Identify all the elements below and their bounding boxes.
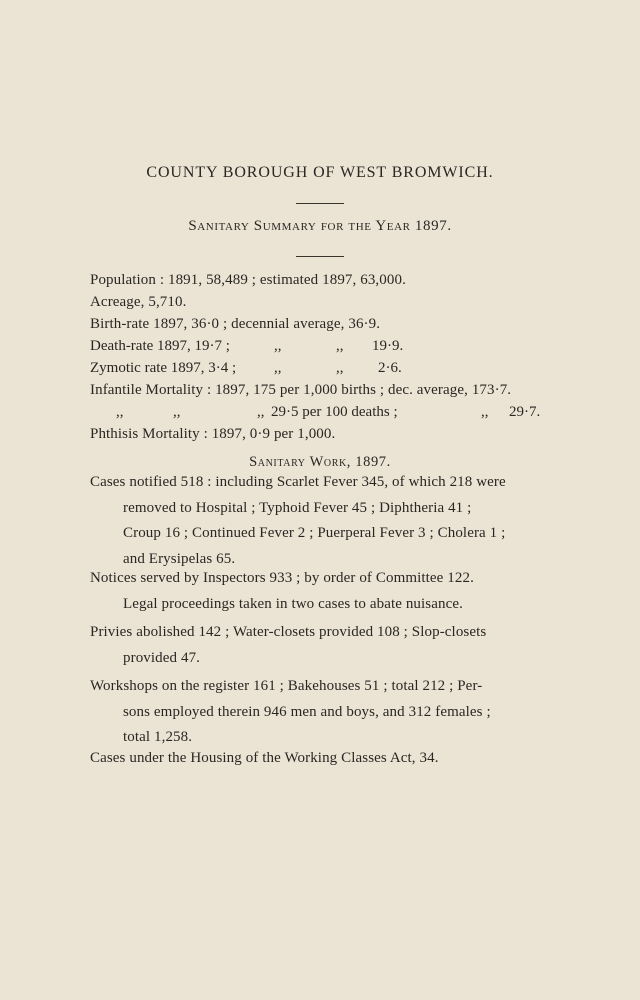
ditto-mark: ,,	[257, 404, 265, 420]
infantile-mortality-line: Infantile Mortality : 1897, 175 per 1,000 births ; dec. average, 173·7.	[90, 382, 512, 398]
paragraph-line: provided 47.	[123, 649, 201, 666]
paragraph-line: and Erysipelas 65.	[123, 550, 236, 567]
ditto-mark: ,,	[116, 404, 124, 420]
workshops-paragraph	[90, 674, 544, 751]
paragraph-line: Notices served by Inspectors 933 ; by order of Committee 122.	[90, 570, 474, 586]
page-subtitle: Sanitary Summary for the Year 1897.	[188, 218, 452, 234]
section-heading: Sanitary Work, 1897.	[249, 454, 391, 470]
zymotic-rate-average: 2·6.	[378, 360, 402, 376]
ditto-mark: ,,	[336, 360, 344, 376]
ditto-mark: ,,	[274, 338, 282, 354]
paragraph-line: Legal proceedings taken in two cases to abate nuisance.	[123, 595, 463, 612]
page-title: COUNTY BOROUGH OF WEST BROMWICH.	[146, 164, 494, 181]
paragraph-line: Croup 16 ; Continued Fever 2 ; Puerperal Fever 3 ; Cholera 1 ;	[123, 525, 506, 541]
phthisis-mortality-line: Phthisis Mortality : 1897, 0·9 per 1,000.	[90, 426, 336, 442]
birth-rate-line: Birth-rate 1897, 36·0 ; decennial average, 36·9.	[90, 316, 381, 332]
paragraph-line: Cases under the Housing of the Working Classes Act, 34.	[90, 750, 439, 766]
paragraph-line: Privies abolished 142 ; Water-closets provided 108 ; Slop-closets	[90, 624, 487, 640]
cases-paragraph	[90, 470, 544, 572]
population-line: Population : 1891, 58,489 ; estimated 1897, 63,000.	[90, 272, 406, 288]
ditto-mark: ,,	[336, 338, 344, 354]
divider	[296, 256, 344, 257]
paragraph-line: Cases notified 518 : including Scarlet Fever 345, of which 218 were	[90, 474, 506, 490]
death-rate-average: 19·9.	[372, 338, 404, 354]
paragraph-line: removed to Hospital ; Typhoid Fever 45 ; Diphtheria 41 ;	[123, 499, 472, 516]
ditto-mark: ,,	[481, 404, 489, 420]
notices-paragraph	[90, 566, 544, 617]
paragraph-line: Workshops on the register 161 ; Bakehouses 51 ; total 212 ; Per-	[90, 678, 483, 694]
infantile-per-deaths: 29·5 per 100 deaths ;	[271, 404, 398, 420]
infantile-average: 29·7.	[509, 404, 541, 420]
ditto-mark: ,,	[274, 360, 282, 376]
acreage-line: Acreage, 5,710.	[90, 294, 187, 310]
zymotic-rate-line: Zymotic rate 1897, 3·4 ;	[90, 360, 237, 376]
housing-paragraph	[90, 746, 544, 772]
divider	[296, 203, 344, 204]
privies-paragraph	[90, 620, 544, 671]
ditto-mark: ,,	[173, 404, 181, 420]
paragraph-line: sons employed therein 946 men and boys, and 312 females ;	[123, 703, 491, 720]
death-rate-line: Death-rate 1897, 19·7 ;	[90, 338, 230, 354]
paragraph-line: total 1,258.	[123, 729, 193, 745]
